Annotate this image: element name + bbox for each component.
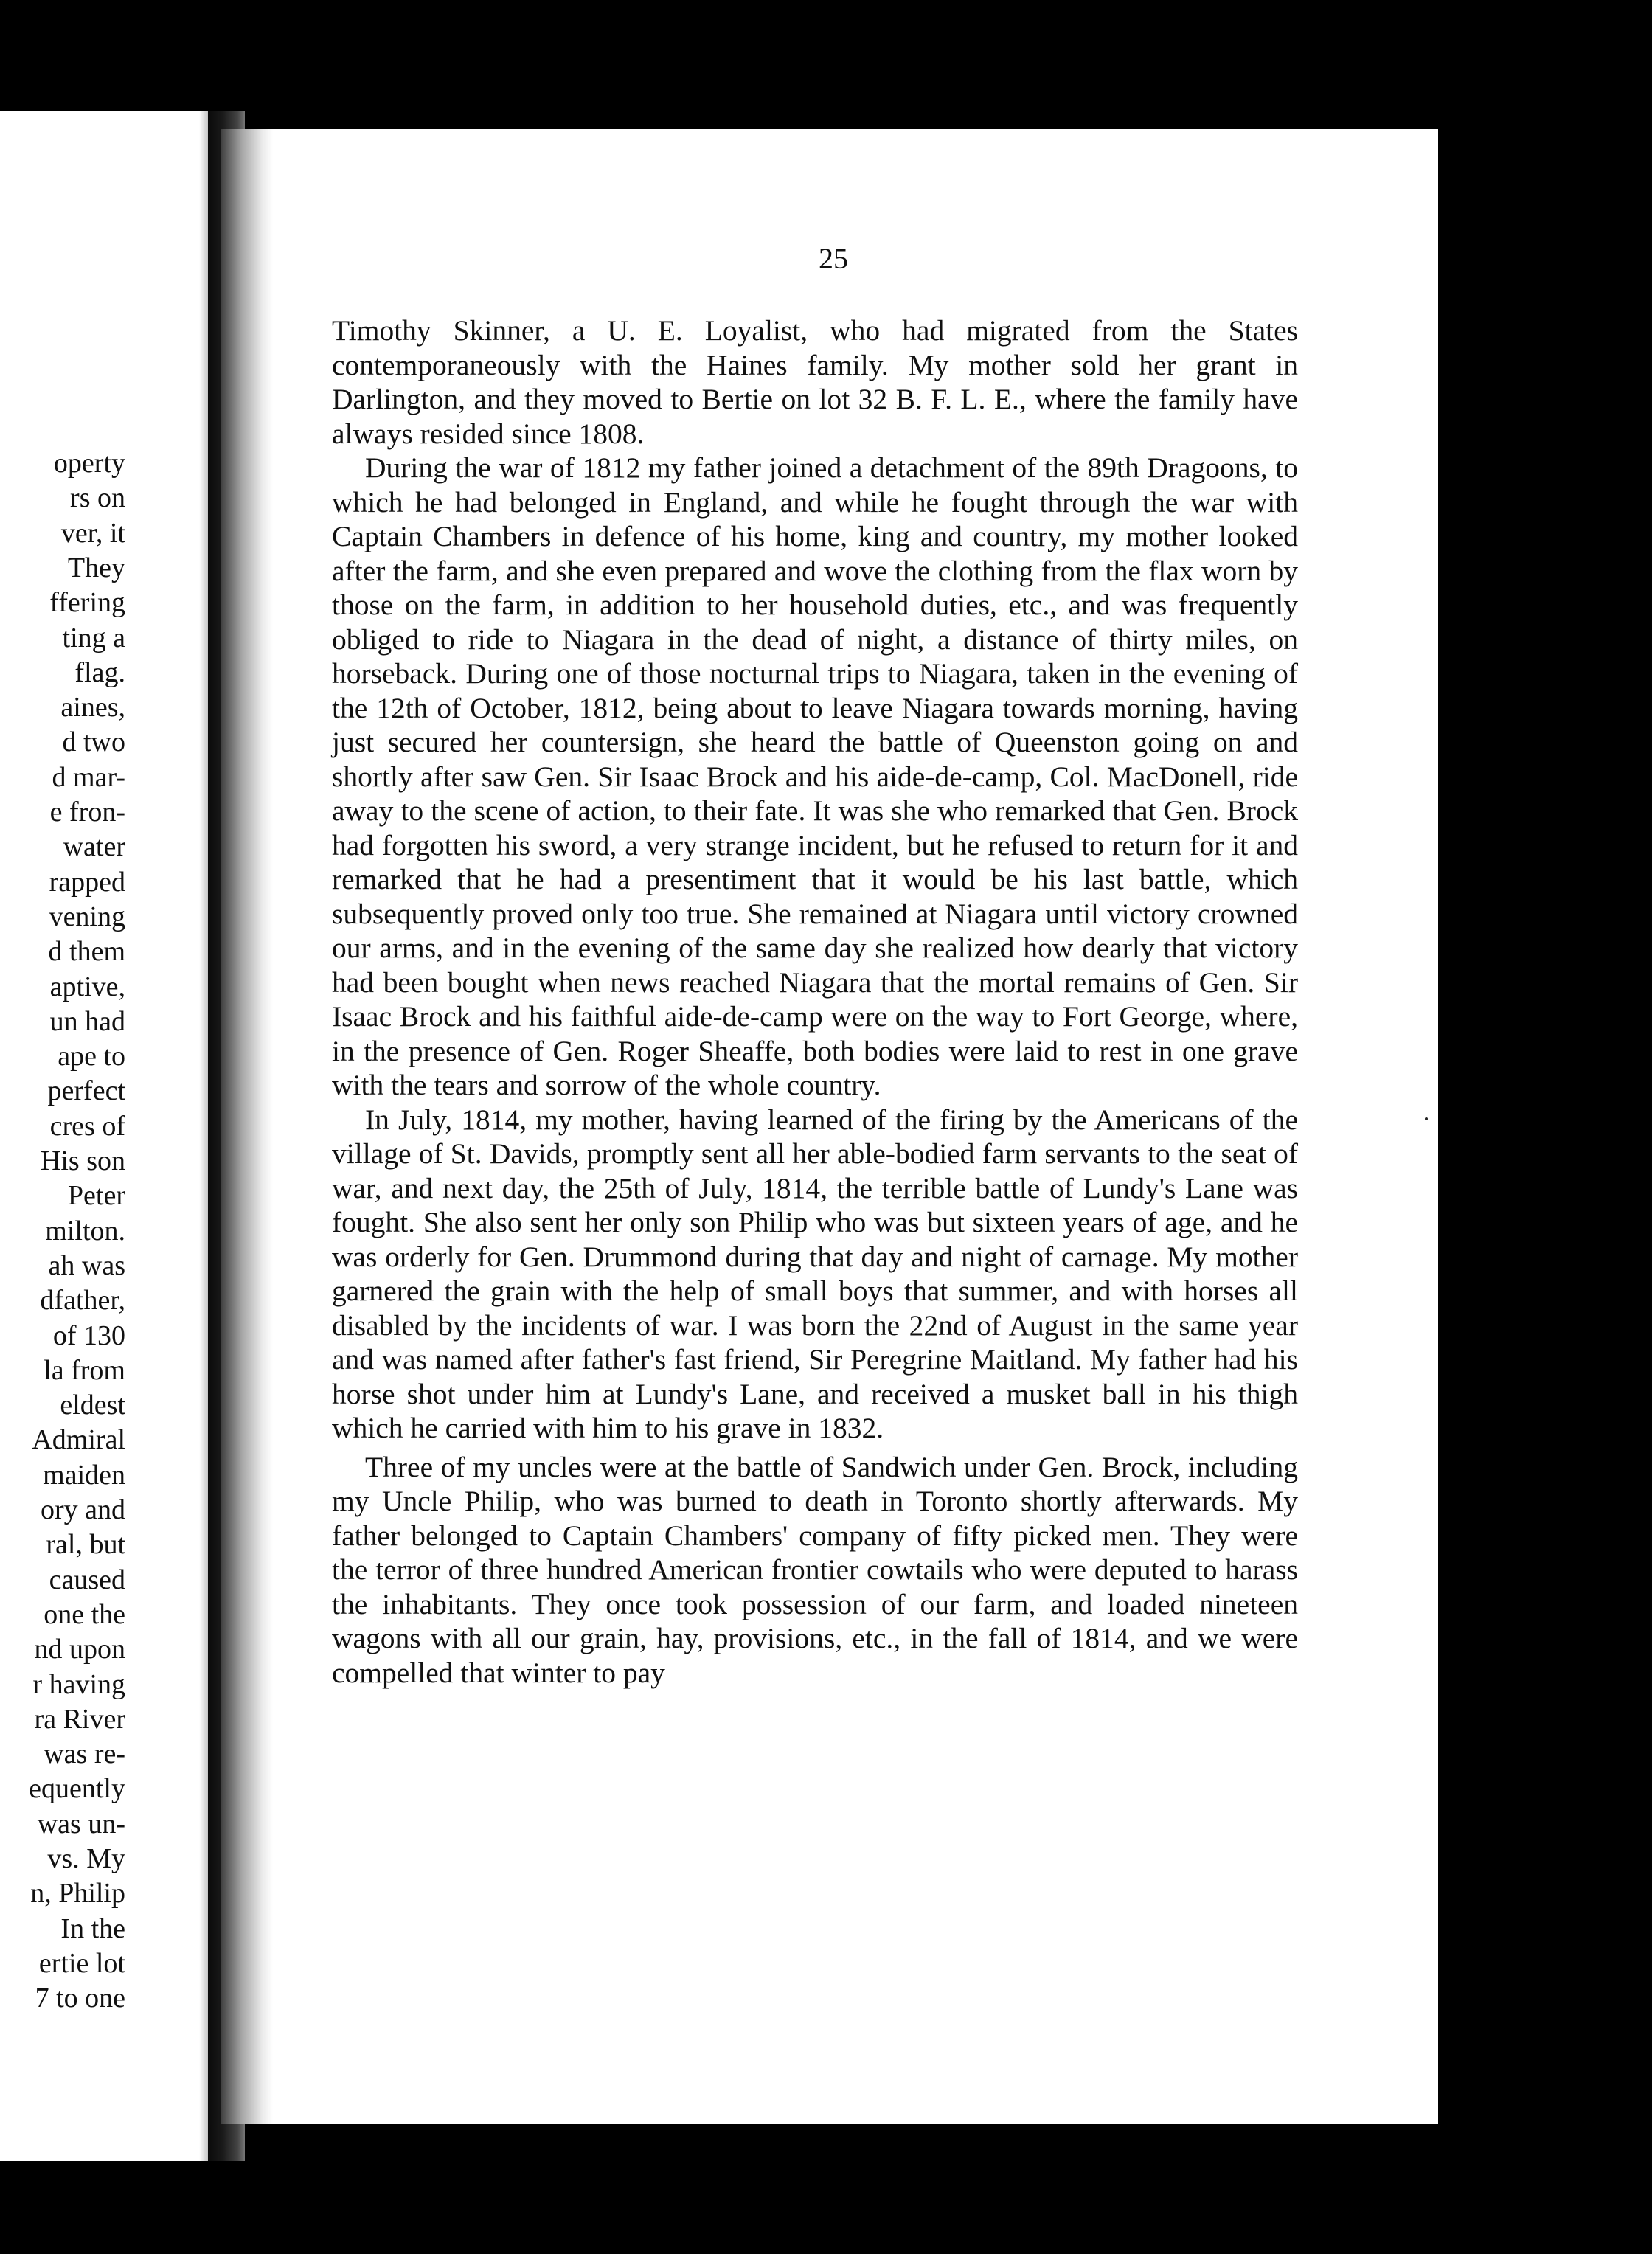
left-page-line: was un- <box>37 1808 125 1839</box>
left-page-line: ffering <box>49 587 125 619</box>
left-page-line: ertie lot <box>38 1947 125 1979</box>
left-page-line: vening <box>49 901 125 932</box>
left-page-line: ory and <box>40 1494 125 1525</box>
page-number: 25 <box>819 242 848 275</box>
left-page-line: ver, it <box>60 517 125 549</box>
left-page-line: ral, but <box>46 1529 125 1561</box>
left-page-line: was re- <box>44 1738 125 1770</box>
left-page-line: e fron- <box>49 797 125 828</box>
spine-shadow <box>221 129 273 2124</box>
page-body <box>332 313 1298 1690</box>
paper-speck <box>1425 1117 1428 1120</box>
left-page-line: of 130 <box>52 1320 125 1351</box>
left-page-line: dfather, <box>40 1285 125 1317</box>
left-page-line: la from <box>44 1354 125 1386</box>
left-page-line: un had <box>49 1005 125 1037</box>
left-page-line: cres of <box>49 1110 125 1142</box>
left-page-line: operty <box>53 448 125 479</box>
left-page-line: maiden <box>43 1459 125 1491</box>
left-page-line: aines, <box>60 692 125 724</box>
left-page-line: caused <box>49 1564 125 1595</box>
left-page-line: In the <box>60 1913 125 1944</box>
left-page-line: nd upon <box>34 1634 125 1665</box>
left-page-line: rs on <box>70 482 125 514</box>
left-page-line: Admiral <box>32 1424 125 1456</box>
left-page-line: ting a <box>62 622 125 653</box>
paragraph-2: During the war of 1812 my father joined a detachment of the 89th Dragoons, to which he had belonged in England, and while he fought through the war with Captain Chambers in defence of his home, king and country, my mother looked after the farm, and she even prepared and wove the clothing from the flax worn by those on the farm, in addition to her household duties, etc., and was frequently obliged to ride to Niagara in the dead of night, a distance of thirty miles, on horseback. During one of those nocturnal trips to Niagara, taken in the evening of the 12th of October, 1812, being about to leave Niagara towards morning, having just secured her countersign, she heard the battle of Queenston going on and shortly after saw Gen. Sir Isaac Brock and his aide-de-camp, Col. MacDonell, ride away to the scene of action, to their fate. It was she who remarked that Gen. Brock had forgotten his sword, a very strange incident, but he refused to return for it and remarked that he had a presentiment that it would be his last battle, which subsequently proved only too true. She remained at Niagara until victory crowned our arms, and in the evening of the same day she realized how dearly that victory had been bought when news reached Niagara that the mortal remains of Gen. Sir Isaac Brock and his faithful aide-de-camp were on the way to Fort George, where, in the presence of Gen. Roger Sheaffe, both bodies were laid to rest in one grave with the tears and sorrow of the whole country. <box>332 451 1298 1101</box>
left-page-line: ra River <box>34 1703 125 1735</box>
left-page-line: milton. <box>45 1215 125 1246</box>
left-page-line: d mar- <box>52 761 125 793</box>
left-page-fragment <box>0 111 229 2161</box>
left-page-line: aptive, <box>49 971 125 1002</box>
paragraph-1: Timothy Skinner, a U. E. Loyalist, who had migrated from the States contemporaneously with the Haines family. My mother sold her grant in Darlington, and they moved to Bertie on lot 32 B. F. L. E., where the family have always resided since 1808. <box>332 314 1298 450</box>
left-page-line: vs. My <box>47 1843 125 1874</box>
left-page-line: ah was <box>48 1249 125 1281</box>
left-page-line: His son <box>40 1145 125 1176</box>
right-page <box>221 129 1438 2124</box>
paragraph-4: Three of my uncles were at the battle of Sandwich under Gen. Brock, including my Uncle Philip, who was burned to death in Toronto shortly afterwards. My father belonged to Captain Chambers' company of fifty picked men. They were the terror of three hundred American frontier cowtails who were deputed to harass the inhabitants. They once took possession of our farm, and loaded nineteen wagons with all our grain, hay, provisions, etc., in the fall of 1814, and we were compelled that winter to pay <box>332 1450 1298 1689</box>
left-page-line: water <box>63 831 125 863</box>
left-page-line: Peter <box>67 1180 125 1212</box>
left-page-line: flag. <box>74 656 125 688</box>
left-page-line: eldest <box>60 1390 125 1421</box>
left-page-line: one the <box>44 1598 125 1630</box>
left-page-line: d two <box>62 727 125 758</box>
left-page-line: equently <box>29 1773 125 1805</box>
left-page-line: They <box>67 552 125 583</box>
left-page-line: n, Philip <box>30 1878 125 1910</box>
left-page-line: r having <box>32 1668 125 1700</box>
left-page-line: d them <box>48 936 125 968</box>
left-page-line: perfect <box>47 1075 125 1107</box>
left-page-line: rapped <box>49 866 125 898</box>
left-page-line: 7 to one <box>35 1983 125 2014</box>
paragraph-3: In July, 1814, my mother, having learned of the firing by the Americans of the village of St. Davids, promptly sent all her able-bodied farm servants to the seat of war, and next day, the 25th of July, 1814, the terrible battle of Lundy's Lane was fought. She also sent her only son Philip who was but sixteen years of age, and he was orderly for Gen. Drummond during that day and night of carnage. My mother garnered the grain with the help of small boys that summer, and with horses all disabled by the incidents of war. I was born the 22nd of August in the same year and was named after father's fast friend, Sir Peregrine Maitland. My father had his horse shot under him at Lundy's Lane, and received a musket ball in his thigh which he carried with him to his grave in 1832. <box>332 1103 1298 1444</box>
left-page-line: ape to <box>58 1041 125 1072</box>
